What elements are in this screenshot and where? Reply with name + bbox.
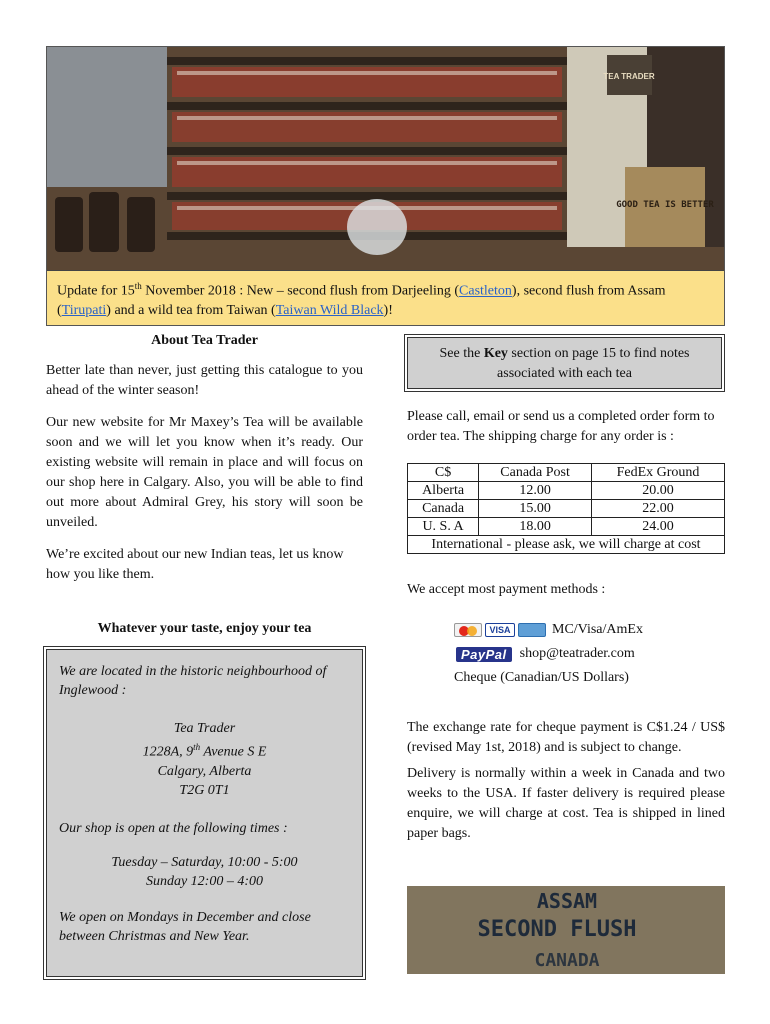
assam-sack-photo bbox=[407, 886, 725, 974]
paypal-email: shop@teatrader.com bbox=[519, 646, 635, 661]
about-paragraph-1: Better late than never, just getting this catalogue to you ahead of the winter season! bbox=[46, 363, 363, 398]
sack-stencil-line-1: ASSAM bbox=[536, 889, 598, 913]
table-cell: U. S. A bbox=[408, 518, 479, 536]
table-cell: 22.00 bbox=[592, 500, 725, 518]
location-box bbox=[46, 649, 363, 977]
shipping-rates-table bbox=[407, 463, 725, 554]
tea-shop-photo bbox=[46, 46, 725, 326]
table-cell: 18.00 bbox=[479, 518, 592, 536]
hours-sunday: Sunday 12:00 – 4:00 bbox=[145, 873, 264, 889]
hours-intro: Our shop is open at the following times : bbox=[59, 820, 288, 836]
castleton-link[interactable]: Castleton bbox=[459, 283, 512, 299]
header-cell: C$ bbox=[408, 464, 479, 482]
table-footer-row bbox=[408, 536, 725, 554]
delivery-note: Delivery is normally within a week in Canada and two weeks to the USA. If faster delivery is required please enquire, we will charge at cost. Tea is shipped in lined paper bags. bbox=[407, 766, 725, 841]
table-cell: Alberta bbox=[408, 482, 479, 500]
update-banner: Update for 15th November 2018 : New – second flush from Darjeeling (Castleton), second flush from Assam (Tirupati) and a wild tea from Taiwan (Taiwan Wild Black)! bbox=[47, 270, 724, 325]
cheque-payment-row bbox=[407, 666, 725, 690]
table-row bbox=[408, 518, 725, 536]
table-cell: 20.00 bbox=[592, 482, 725, 500]
shop-city: Calgary, Alberta bbox=[157, 763, 252, 779]
paypal-payment-row bbox=[407, 642, 725, 666]
table-row bbox=[408, 482, 725, 500]
taste-heading: Whatever your taste, enjoy your tea bbox=[97, 621, 312, 636]
hours-weekday: Tuesday – Saturday, 10:00 - 5:00 bbox=[111, 854, 298, 870]
card-logos bbox=[454, 623, 546, 637]
about-paragraph-3: We’re excited about our new Indian teas, let us know how you like them. bbox=[46, 547, 344, 582]
shipping-intro: Please call, email or send us a completed order form to order tea. The shipping charge for any order is : bbox=[407, 409, 715, 444]
table-row bbox=[408, 500, 725, 518]
about-paragraph-2: Our new website for Mr Maxey’s Tea will be available soon and we will let you know when it’s ready. Our existing website will remain in place and will focus on our shop here in Calgary. Also, you will be able to find out more about Admiral Grey, his story will soon be unveiled. bbox=[46, 415, 363, 530]
key-section-box: See the Key section on page 15 to find notes associated with each tea bbox=[407, 337, 722, 389]
sack-stencil-line-2: SECOND FLUSH bbox=[477, 917, 637, 942]
table-cell: 24.00 bbox=[592, 518, 725, 536]
amex-icon bbox=[518, 623, 546, 637]
table-cell: 15.00 bbox=[479, 500, 592, 518]
taiwan-wild-black-link[interactable]: Taiwan Wild Black bbox=[275, 302, 384, 318]
burlap-sack-illustration bbox=[407, 886, 725, 974]
table-header-row bbox=[408, 464, 725, 482]
header-cell: Canada Post bbox=[479, 464, 592, 482]
card-payment-row bbox=[407, 618, 725, 642]
payment-heading: We accept most payment methods : bbox=[407, 582, 606, 597]
shop-name: Tea Trader bbox=[173, 721, 236, 736]
holiday-closing-note: We open on Mondays in December and close between Christmas and New Year. bbox=[59, 909, 311, 944]
location-intro: We are located in the historic neighbourhood of Inglewood : bbox=[59, 664, 327, 698]
international-note: International - please ask, we will charge at cost bbox=[408, 536, 725, 554]
table-cell: 12.00 bbox=[479, 482, 592, 500]
left-column bbox=[46, 333, 363, 977]
table-cell: Canada bbox=[408, 500, 479, 518]
paypal-icon: PayPal bbox=[456, 647, 512, 662]
tirupati-link[interactable]: Tirupati bbox=[61, 302, 107, 318]
sack-stencil-line-3: CANADA bbox=[534, 950, 600, 971]
exchange-rate-note: The exchange rate for cheque payment is C$1.24 / US$ (revised May 1st, 2018) and is subject to change. bbox=[407, 720, 725, 755]
crate-stencil-text: GOOD TEA IS BETTER bbox=[616, 200, 714, 210]
visa-icon: VISA bbox=[485, 623, 515, 637]
header-cell: FedEx Ground bbox=[592, 464, 725, 482]
shop-postal-code: T2G 0T1 bbox=[179, 782, 230, 798]
right-column bbox=[407, 333, 725, 844]
cheque-label: Cheque (Canadian/US Dollars) bbox=[454, 670, 629, 685]
mastercard-icon bbox=[454, 623, 482, 637]
about-heading: About Tea Trader bbox=[151, 333, 258, 348]
store-logo-text: TEA TRADER bbox=[603, 72, 655, 81]
cards-label: MC/Visa/AmEx bbox=[552, 622, 643, 637]
shop-address: 1228A, 9th Avenue S E bbox=[142, 742, 267, 760]
